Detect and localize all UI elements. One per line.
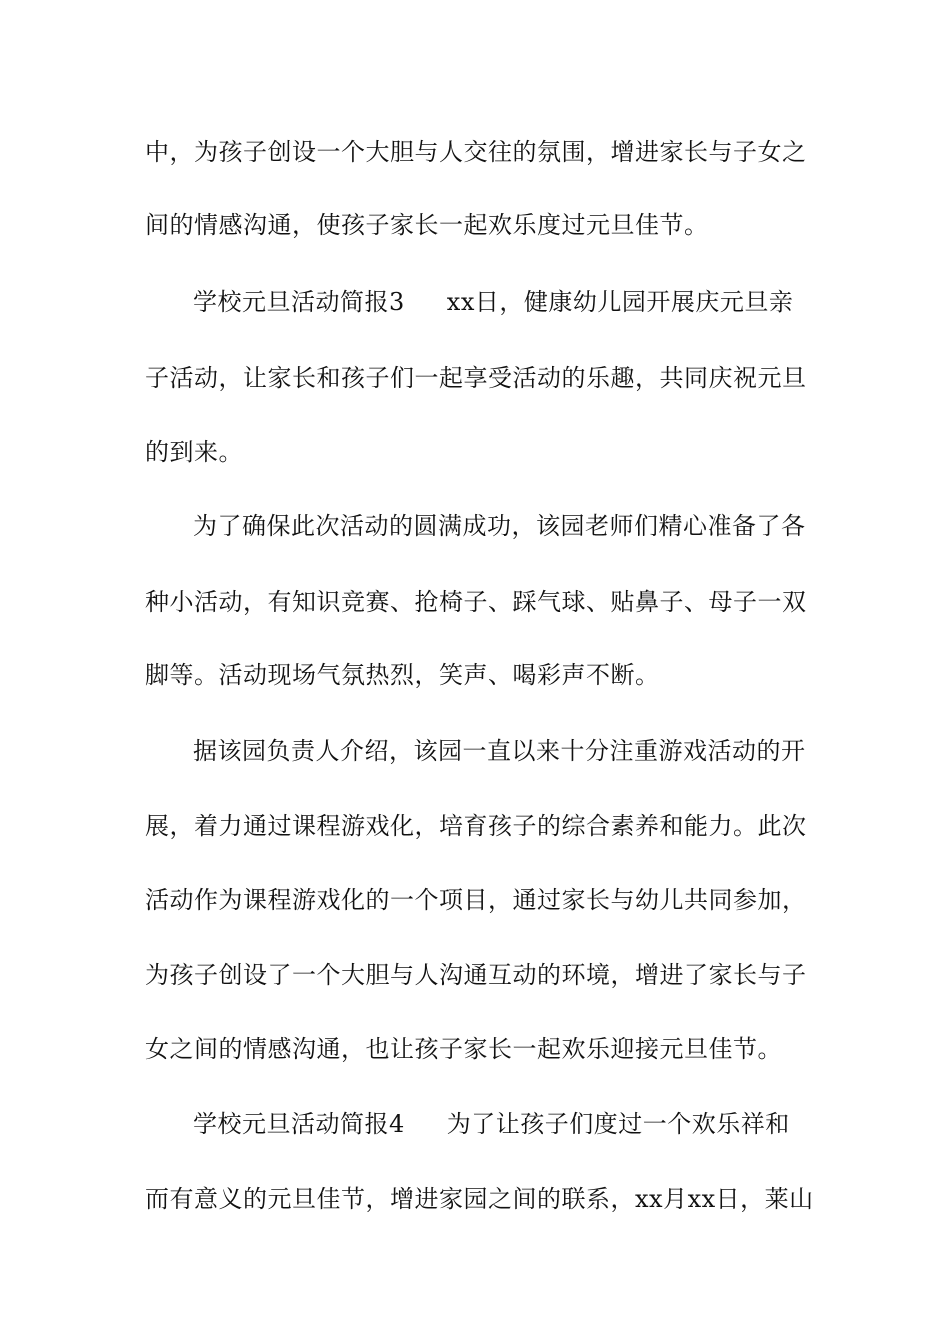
text-line: 女之间的情感沟通，也让孩子家长一起欢乐迎接元旦佳节。 [145, 1035, 782, 1063]
text-line: 据该园负责人介绍，该园一直以来十分注重游戏活动的开 [193, 737, 806, 765]
report-3-paragraph-start [193, 286, 873, 318]
report-4-heading: 学校元旦活动简报4 [193, 1110, 405, 1138]
report-3-heading: 学校元旦活动简报3 [193, 288, 405, 316]
text-line: 为孩子创设了一个大胆与人沟通互动的环境，增进了家长与子 [145, 961, 807, 989]
text-line: 脚等。活动现场气氛热烈，笑声、喝彩声不断。 [145, 661, 660, 689]
text-line: 为了让孩子们度过一个欢乐祥和 [446, 1110, 790, 1138]
text-line: 的到来。 [145, 438, 243, 466]
text-line: 活动作为课程游戏化的一个项目，通过家长与幼儿共同参加， [145, 886, 807, 914]
text-line: 中，为孩子创设一个大胆与人交往的氛围，增进家长与子女之 [145, 138, 807, 166]
text-line: 展，着力通过课程游戏化，培育孩子的综合素养和能力。此次 [145, 812, 807, 840]
text-line: xx日，健康幼儿园开展庆元旦亲 [446, 288, 794, 316]
text-line: 而有意义的元旦佳节，增进家园之间的联系，xx月xx日，莱山 [145, 1185, 814, 1213]
text-line: 种小活动，有知识竞赛、抢椅子、踩气球、贴鼻子、母子一双 [145, 588, 807, 616]
text-line: 为了确保此次活动的圆满成功，该园老师们精心准备了各 [193, 512, 806, 540]
text-line: 子活动，让家长和孩子们一起享受活动的乐趣，共同庆祝元旦 [145, 364, 807, 392]
report-4-paragraph-start [193, 1108, 873, 1140]
text-line: 间的情感沟通，使孩子家长一起欢乐度过元旦佳节。 [145, 211, 709, 239]
